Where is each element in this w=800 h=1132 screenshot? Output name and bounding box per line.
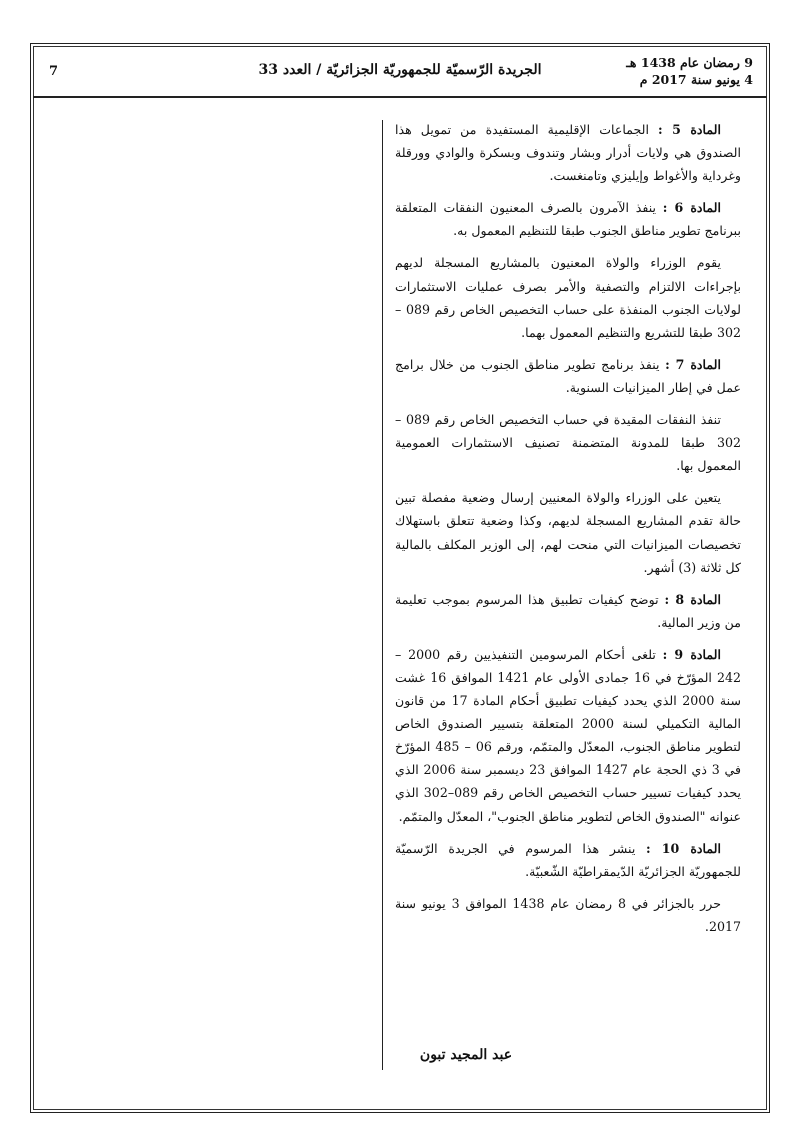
paragraph-text: حرر بالجزائر في 8 رمضان عام 1438 الموافق 3 يونيو سنة 2017. [395, 895, 741, 934]
date-gregorian: 4 يونيو سنة 2017 م [639, 72, 753, 87]
article-text: ينشر هذا المرسوم في الجريدة الرّسميّة للجمهوريّة الجزائريّة الدّيمقراطيّة الشّعبيّة. [395, 840, 741, 879]
issuance-statement [395, 892, 741, 938]
article-7-para-3 [395, 486, 741, 578]
paragraph-text: يتعين على الوزراء والولاة المعنيين إرسال وضعية مفصلة تبين حالة تقدم المشاريع المسجلة لديهم، وكذا وضعية تتعلق باستهلاك تخصيصات الميزانيات التي منحت لهم، إلى الوزير المكلف بالمالية كل ثلاثة (3) أشهر. [395, 490, 741, 575]
article-6 [395, 196, 741, 242]
article-label: المادة 5 : [658, 122, 721, 137]
article-7-para-2 [395, 408, 741, 477]
article-text: ينفذ الآمرون بالصرف المعنيون النفقات المتعلقة ببرنامج تطوير مناطق الجنوب طبقا للتنظيم المعمول به. [395, 200, 741, 239]
paragraph-text: يقوم الوزراء والولاة المعنيون بالمشاريع المسجلة لديهم بإجراءات الالتزام والتصفية والأمر بصرف عمليات الاستثمارات لولايات الجنوب المنفذة على حساب التخصيص الخاص رقم 089 – 302 طبقا للتشريع والتنظيم المعمول بهما. [395, 255, 741, 340]
issue-date [626, 54, 753, 88]
article-10 [395, 837, 741, 883]
signature-name: عبد المجيد تبون [419, 1047, 513, 1063]
article-5 [395, 118, 741, 187]
page-number: 7 [49, 64, 59, 79]
article-text: ينفذ برنامج تطوير مناطق الجنوب من خلال برامج عمل في إطار الميزانيات السنوية. [395, 356, 741, 395]
article-label: المادة 6 : [662, 200, 721, 216]
article-7 [395, 353, 741, 399]
article-text: الجماعات الإقليمية المستفيدة من تمويل هذا الصندوق هي ولايات أدرار وبشار وتندوف وبسكرة والوادي وورقلة وغرداية والأغواط وإيليزي وتامنغست. [395, 122, 741, 184]
article-label: المادة 9 : [662, 646, 721, 662]
journal-title: الجريدة الرّسميّة للجمهوريّة الجزائريّة / العدد 33 [258, 62, 542, 78]
article-text: توضح كيفيات تطبيق هذا المرسوم بموجب تعليمة من وزير المالية. [395, 591, 741, 630]
page-header [33, 46, 767, 98]
date-hijri: 9 رمضان عام 1438 هـ [626, 55, 753, 70]
article-8 [395, 588, 741, 634]
article-6-para-2 [395, 251, 741, 343]
column-divider [382, 120, 383, 1070]
text-column-right [395, 118, 741, 947]
article-label: المادة 10 : [646, 840, 721, 856]
article-label: المادة 7 : [665, 356, 721, 372]
article-text: تلغى أحكام المرسومين التنفيذيين رقم 2000 – 242 المؤرّخ في 16 جمادى الأولى عام 1421 الموافق 16 غشت سنة 2000 الذي يحدد كيفيات تطبيق أحكام المادة 17 من قانون المالية التكميلي لسنة 2000 المتعلقة بتسيير الصندوق الخاص لتطوير مناطق الجنوب، المعدّل والمتمّم، ورقم 06 – 485 المؤرّخ في 3 ذي الحجة عام 1427 الموافق 23 ديسمبر سنة 2006 الذي يحدد كيفيات تسيير حساب التخصيص الخاص رقم 089–302 الذي عنوانه "الصندوق الخاص لتطوير مناطق الجنوب"، المعدّل والمتمّم. [395, 646, 742, 824]
article-label: المادة 8 : [664, 591, 722, 607]
paragraph-text: تنفذ النفقات المقيدة في حساب التخصيص الخاص رقم 089 – 302 طبقا للمدونة المتضمنة تصنيف الاستثمارات العمومية المعمول بها. [395, 412, 741, 474]
article-9 [395, 643, 741, 828]
